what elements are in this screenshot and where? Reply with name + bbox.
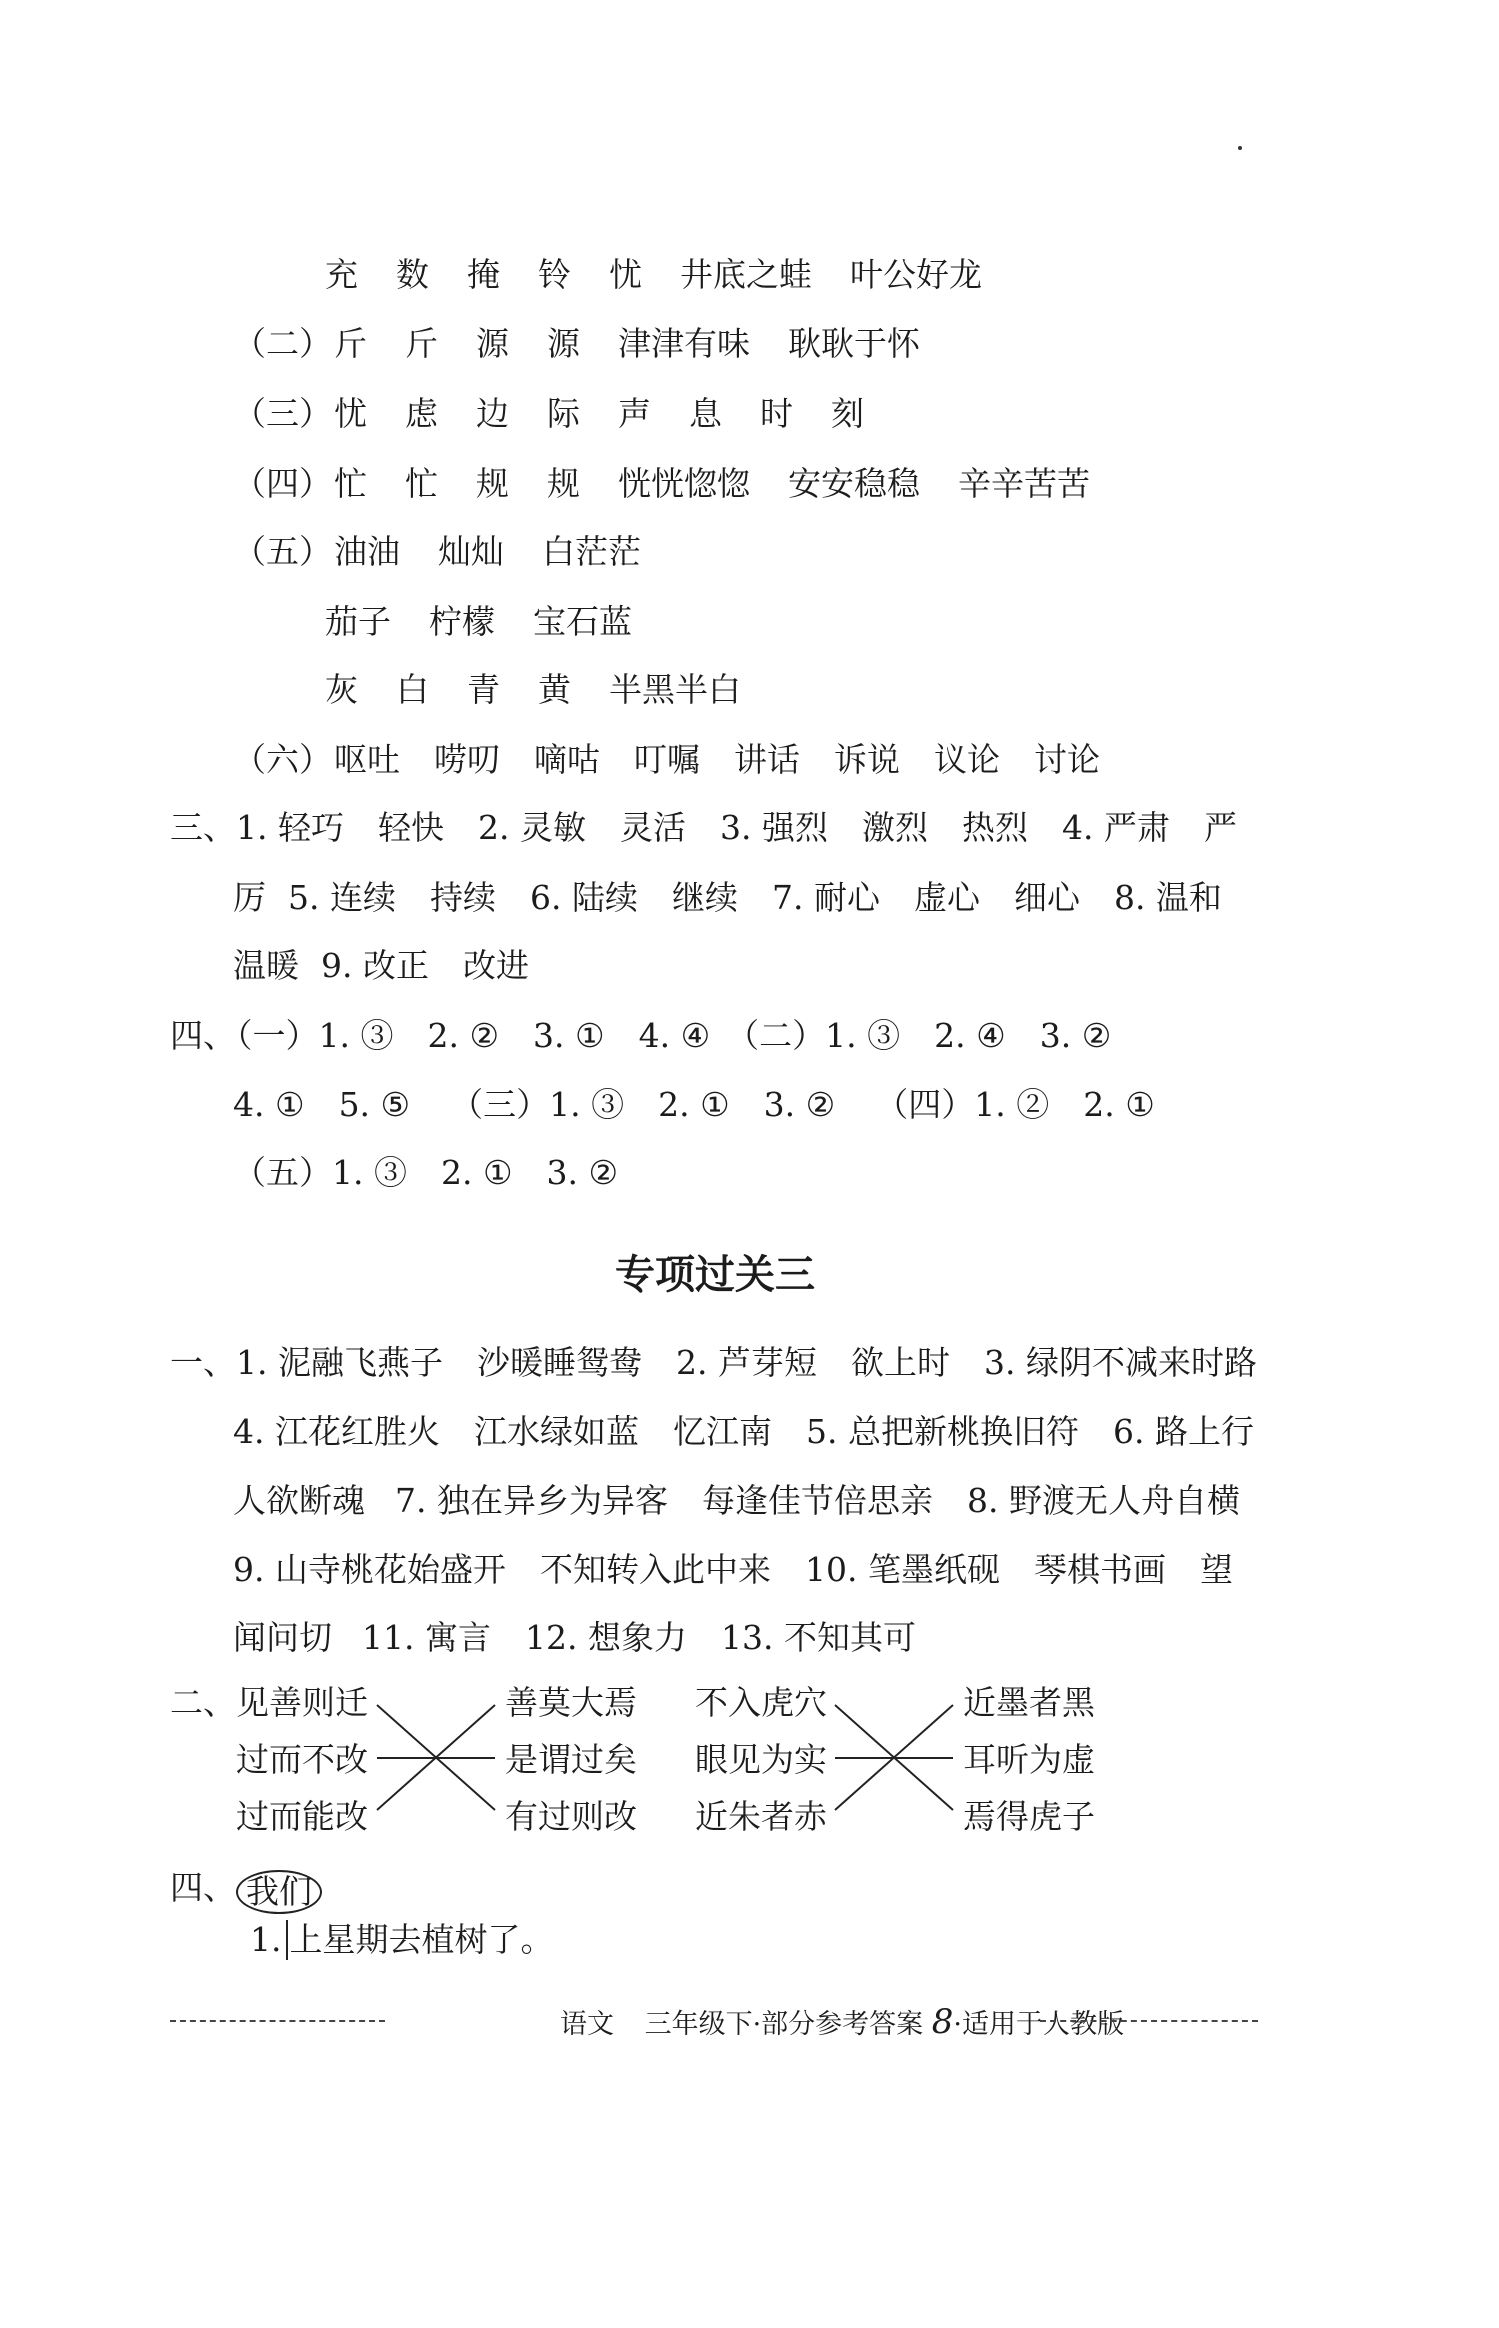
matching-prefix: 二、 xyxy=(170,1683,236,1722)
match-right-item: 是谓过矣 xyxy=(505,1740,637,1779)
answer-line: 闻问切 11. 寓言 12. 想象力 13. 不知其可 xyxy=(233,1618,916,1657)
matching-lines-b xyxy=(833,1690,958,1820)
match-right-item: 近墨者黑 xyxy=(963,1683,1095,1722)
circled-word: 我们 xyxy=(236,1870,322,1914)
match-right-item: 有过则改 xyxy=(505,1797,637,1836)
answer-line: 温暖 9. 改正 改进 xyxy=(233,946,529,985)
match-right-item: 耳听为虚 xyxy=(963,1740,1095,1779)
match-left-item: 眼见为实 xyxy=(695,1740,827,1779)
page-number: 8 xyxy=(931,2002,954,2042)
match-left-item: 近朱者赤 xyxy=(695,1797,827,1836)
footer-dashes-left xyxy=(170,2020,385,2022)
answer-line: （三）忧 虑 边 际 声 息 时 刻 xyxy=(233,394,864,433)
footer-text: 语文 三年级下·部分参考答案 8·适用于人教版 xyxy=(560,2002,1125,2042)
answer-line: （五）1. ③ 2. ① 3. ② xyxy=(233,1153,619,1192)
match-right-item: 善莫大焉 xyxy=(505,1683,637,1722)
stray-mark xyxy=(1238,146,1242,150)
answer-line: 一、1. 泥融飞燕子 沙暖睡鸳鸯 2. 芦芽短 欲上时 3. 绿阴不减来时路 xyxy=(170,1343,1257,1382)
answer-line: 茄子 柠檬 宝石蓝 xyxy=(325,602,632,641)
answer-line: 四、（一）1. ③ 2. ② 3. ① 4. ④ （二）1. ③ 2. ④ 3. ② xyxy=(170,1016,1112,1055)
answer-line: 9. 山寺桃花始盛开 不知转入此中来 10. 笔墨纸砚 琴棋书画 望 xyxy=(233,1550,1233,1589)
edit-sentence: 1. 上星期去植树了。 xyxy=(250,1920,554,1959)
answer-line: 4. 江花红胜火 江水绿如蓝 忆江南 5. 总把新桃换旧符 6. 路上行 xyxy=(233,1412,1254,1451)
answer-line: （六）呕吐 唠叨 嘀咕 叮嘱 讲话 诉说 议论 讨论 xyxy=(233,740,1100,779)
answer-line: （二）斤 斤 源 源 津津有味 耿耿于怀 xyxy=(233,324,920,363)
answer-line: 厉 5. 连续 持续 6. 陆续 继续 7. 耐心 虚心 细心 8. 温和 xyxy=(233,878,1222,917)
answer-line: 人欲断魂 7. 独在异乡为异客 每逢佳节倍思亲 8. 野渡无人舟自横 xyxy=(233,1481,1240,1520)
match-left-item: 不入虎穴 xyxy=(695,1683,827,1722)
answer-line: 三、1. 轻巧 轻快 2. 灵敏 灵活 3. 强烈 激烈 热烈 4. 严肃 严 xyxy=(170,808,1237,847)
match-right-item: 焉得虎子 xyxy=(963,1797,1095,1836)
match-left-item: 过而不改 xyxy=(236,1740,368,1779)
section-title: 专项过关三 xyxy=(615,1252,815,1298)
answer-line: 灰 白 青 黄 半黑半白 xyxy=(325,670,741,709)
match-left-item: 见善则迁 xyxy=(236,1683,368,1722)
match-left-item: 过而能改 xyxy=(236,1797,368,1836)
answer-line: （四）忙 忙 规 规 恍恍惚惚 安安稳稳 辛辛苦苦 xyxy=(233,464,1090,503)
footer-dashes-right xyxy=(1040,2020,1258,2022)
answer-line: （五）油油 灿灿 白茫茫 xyxy=(233,532,641,571)
matching-lines-a xyxy=(375,1690,500,1820)
answer-line: 充 数 掩 铃 忧 井底之蛙 叶公好龙 xyxy=(325,255,982,294)
section4-prefix: 四、 xyxy=(170,1868,236,1907)
page-footer xyxy=(170,2000,1260,2040)
answer-line: 4. ① 5. ⑤ （三）1. ③ 2. ① 3. ② （四）1. ② 2. ① xyxy=(233,1085,1155,1124)
